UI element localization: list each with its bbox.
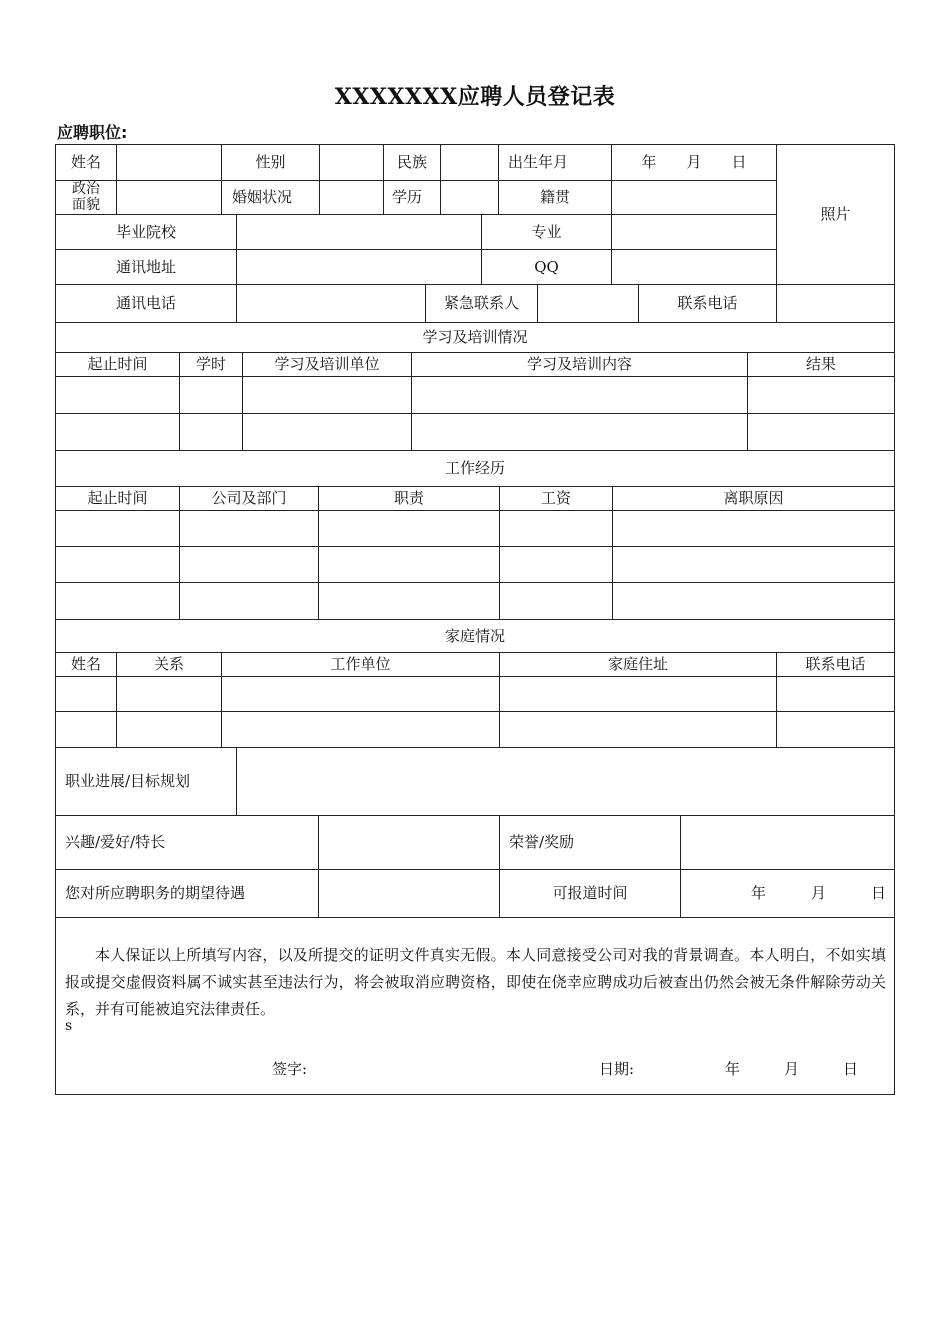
qq-field[interactable] xyxy=(612,250,777,285)
position-label: 应聘职位: xyxy=(57,123,128,142)
study-cell[interactable] xyxy=(748,377,894,414)
work-header-duties: 职责 xyxy=(319,487,500,511)
work-header-salary: 工资 xyxy=(500,487,613,511)
marital-field[interactable] xyxy=(320,181,384,215)
family-cell[interactable] xyxy=(222,677,500,712)
report-date-field[interactable]: 年 月 日 xyxy=(681,870,894,918)
name-label: 姓名 xyxy=(56,145,117,181)
declaration-text: 本人保证以上所填写内容，以及所提交的证明文件真实无假。本人同意接受公司对我的背景调查。本人明白，不如实填报或提交虚假资料属不诚实甚至违法行为，将会被取消应聘资格，即使在侥幸应聘成功后被查出仍然会被无条件解除劳动关系，并有可能被追究法律责任。 xyxy=(65,946,886,1018)
political-label: 政治面貌 xyxy=(56,181,117,215)
study-cell[interactable] xyxy=(748,414,894,451)
work-cell[interactable] xyxy=(56,547,180,583)
major-field[interactable] xyxy=(612,215,777,250)
contact-phone-label: 联系电话 xyxy=(639,285,777,323)
family-header-workplace: 工作单位 xyxy=(222,653,500,677)
marital-label: 婚姻状况 xyxy=(222,181,320,215)
address-label: 通讯地址 xyxy=(56,250,237,285)
birth-label: 出生年月 xyxy=(499,145,612,181)
work-cell[interactable] xyxy=(180,511,319,547)
native-field[interactable] xyxy=(612,181,777,215)
work-cell[interactable] xyxy=(500,547,613,583)
ethnicity-label: 民族 xyxy=(384,145,441,181)
study-header-institution: 学习及培训单位 xyxy=(243,353,412,377)
study-cell[interactable] xyxy=(243,377,412,414)
work-cell[interactable] xyxy=(180,583,319,620)
work-header-reason: 离职原因 xyxy=(613,487,894,511)
date-year: 年 xyxy=(725,1060,741,1078)
emergency-contact-field[interactable] xyxy=(538,285,639,323)
study-cell[interactable] xyxy=(180,414,243,451)
emergency-contact-label: 紧急联系人 xyxy=(426,285,538,323)
expectation-field[interactable] xyxy=(319,870,500,918)
major-label: 专业 xyxy=(482,215,612,250)
date-day: 日 xyxy=(843,1060,859,1078)
political-field[interactable] xyxy=(117,181,222,215)
school-field[interactable] xyxy=(237,215,482,250)
work-cell[interactable] xyxy=(56,583,180,620)
family-header-name: 姓名 xyxy=(56,653,117,677)
honors-label: 荣誉/奖励 xyxy=(500,816,681,870)
study-cell[interactable] xyxy=(412,414,748,451)
study-cell[interactable] xyxy=(180,377,243,414)
qq-label: QQ xyxy=(482,250,612,285)
family-cell[interactable] xyxy=(777,677,894,712)
honors-field[interactable] xyxy=(681,816,894,870)
family-cell[interactable] xyxy=(117,712,222,748)
career-plan-field[interactable] xyxy=(237,748,894,816)
name-field[interactable] xyxy=(117,145,222,181)
contact-phone-field[interactable] xyxy=(777,285,894,323)
interests-field[interactable] xyxy=(319,816,500,870)
work-cell[interactable] xyxy=(319,511,500,547)
study-header-result: 结果 xyxy=(748,353,894,377)
study-cell[interactable] xyxy=(412,377,748,414)
signature-label: 签字: xyxy=(272,1060,308,1078)
stray-mark: s xyxy=(65,1018,73,1034)
work-cell[interactable] xyxy=(319,547,500,583)
date-month: 月 xyxy=(784,1060,800,1078)
family-cell[interactable] xyxy=(222,712,500,748)
education-label: 学历 xyxy=(384,181,441,215)
study-cell[interactable] xyxy=(243,414,412,451)
form-title: XXXXXXX应聘人员登记表 xyxy=(334,84,616,110)
family-cell[interactable] xyxy=(777,712,894,748)
family-cell[interactable] xyxy=(56,677,117,712)
gender-field[interactable] xyxy=(320,145,384,181)
family-cell[interactable] xyxy=(56,712,117,748)
work-cell[interactable] xyxy=(319,583,500,620)
family-cell[interactable] xyxy=(500,712,777,748)
career-plan-label: 职业进展/目标规划 xyxy=(56,748,237,816)
work-cell[interactable] xyxy=(613,547,894,583)
school-label: 毕业院校 xyxy=(56,215,237,250)
ethnicity-field[interactable] xyxy=(441,145,499,181)
work-header-company: 公司及部门 xyxy=(180,487,319,511)
education-field[interactable] xyxy=(441,181,499,215)
phone-field[interactable] xyxy=(237,285,426,323)
phone-label: 通讯电话 xyxy=(56,285,237,323)
native-label: 籍贯 xyxy=(499,181,612,215)
work-cell[interactable] xyxy=(180,547,319,583)
family-cell[interactable] xyxy=(500,677,777,712)
study-header-hours: 学时 xyxy=(180,353,243,377)
study-header-content: 学习及培训内容 xyxy=(412,353,748,377)
interests-label: 兴趣/爱好/特长 xyxy=(56,816,319,870)
gender-label: 性别 xyxy=(222,145,320,181)
report-time-label: 可报道时间 xyxy=(500,870,681,918)
birth-date-field[interactable]: 年 月 日 xyxy=(612,145,777,181)
expectation-label: 您对所应聘职务的期望待遇 xyxy=(56,870,319,918)
work-cell[interactable] xyxy=(613,511,894,547)
registration-form xyxy=(55,144,895,1095)
study-cell[interactable] xyxy=(56,377,180,414)
family-header-relation: 关系 xyxy=(117,653,222,677)
work-header-period: 起止时间 xyxy=(56,487,180,511)
address-field[interactable] xyxy=(237,250,482,285)
work-section-title: 工作经历 xyxy=(56,451,894,487)
study-cell[interactable] xyxy=(56,414,180,451)
date-label: 日期: xyxy=(599,1060,635,1078)
work-cell[interactable] xyxy=(500,511,613,547)
study-header-period: 起止时间 xyxy=(56,353,180,377)
family-header-address: 家庭住址 xyxy=(500,653,777,677)
work-cell[interactable] xyxy=(613,583,894,620)
work-cell[interactable] xyxy=(56,511,180,547)
family-header-phone: 联系电话 xyxy=(777,653,894,677)
photo-cell[interactable]: 照片 xyxy=(777,145,894,285)
family-cell[interactable] xyxy=(117,677,222,712)
family-section-title: 家庭情况 xyxy=(56,620,894,653)
study-section-title: 学习及培训情况 xyxy=(56,323,894,353)
declaration-section xyxy=(56,918,894,1094)
work-cell[interactable] xyxy=(500,583,613,620)
